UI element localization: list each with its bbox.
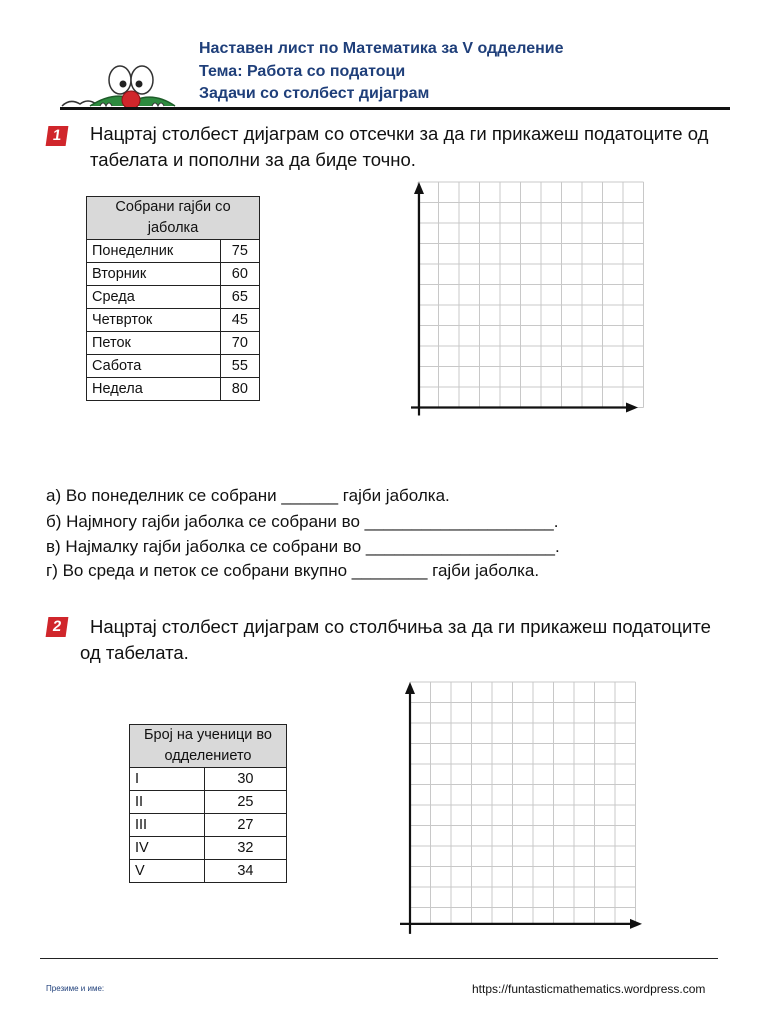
table-cell-value: 70 (220, 332, 259, 355)
table-header-line1: Собрани гајби со (115, 199, 231, 215)
table-row (87, 309, 260, 332)
task2-instruction-line1: Нацртај столбест дијаграм со столбчиња за да ги прикажеш податоците (90, 616, 711, 637)
task2-data-table (129, 724, 287, 883)
table-row (87, 355, 260, 378)
table-cell-grade: II (130, 791, 205, 814)
task1-instruction-line1: Нацртај столбест дијаграм со отсечки за да ги прикажеш податоците од (90, 123, 709, 144)
table-header (87, 197, 260, 240)
table-row (130, 768, 287, 791)
table-cell-day: Вторник (87, 263, 221, 286)
table-row (87, 263, 260, 286)
table-cell-value: 34 (204, 860, 286, 883)
task2-empty-grid[interactable] (398, 678, 648, 934)
table-row (130, 791, 287, 814)
table-row (130, 837, 287, 860)
task1-instruction-line2: табелата и пополни за да биде точно. (90, 149, 416, 170)
table-cell-value: 25 (204, 791, 286, 814)
table-cell-day: Недела (87, 378, 221, 401)
table-cell-value: 45 (220, 309, 259, 332)
footer-name-label: Презиме и име: (46, 984, 105, 993)
task1-data-table (86, 196, 260, 401)
table-row (130, 860, 287, 883)
table-cell-grade: I (130, 768, 205, 791)
table-cell-value: 30 (204, 768, 286, 791)
question-g: г) Во среда и петок се собрани вкупно ________ гајби јаболка. (46, 561, 540, 580)
task2-instruction-line2: од табелата. (80, 642, 189, 663)
task1-number-badge: 1 (46, 126, 69, 146)
table-header-row (130, 725, 287, 768)
task1-empty-grid[interactable] (400, 178, 645, 423)
table-cell-value: 55 (220, 355, 259, 378)
table-header-row (87, 197, 260, 240)
table-row (87, 240, 260, 263)
question-b: б) Најмногу гајби јаболка се собрани во ____________________. (46, 512, 559, 531)
table-cell-value: 80 (220, 378, 259, 401)
table-header-line2: јаболка (147, 220, 199, 236)
table-cell-value: 60 (220, 263, 259, 286)
header-divider (60, 107, 730, 110)
table-cell-day: Среда (87, 286, 221, 309)
y-axis-arrow (405, 682, 415, 694)
table-row (130, 814, 287, 837)
table-cell-day: Четврток (87, 309, 221, 332)
footer-divider (40, 958, 718, 959)
table-row (87, 286, 260, 309)
table-cell-day: Петок (87, 332, 221, 355)
y-axis-arrow (414, 182, 424, 194)
table-header (130, 725, 287, 768)
question-v: в) Најмалку гајби јаболка се собрани во ____________________. (46, 537, 560, 556)
table-cell-grade: V (130, 860, 205, 883)
table-cell-value: 65 (220, 286, 259, 309)
footer-url[interactable]: https://funtasticmathematics.wordpress.com (472, 982, 706, 996)
table-header-line2: одделението (164, 748, 252, 764)
mascot-logo (60, 62, 200, 110)
header-title-line3: Задачи со столбест дијаграм (199, 85, 430, 102)
table-cell-value: 32 (204, 837, 286, 860)
task2-number-badge: 2 (46, 617, 69, 637)
table-cell-day: Понеделник (87, 240, 221, 263)
table-cell-value: 27 (204, 814, 286, 837)
table-row (87, 332, 260, 355)
x-axis-arrow (626, 403, 638, 413)
table-row (87, 378, 260, 401)
header-title-line1: Наставен лист по Математика за V одделение (199, 40, 564, 57)
header-title-line2: Тема: Работа со податоци (199, 63, 406, 80)
table-cell-value: 75 (220, 240, 259, 263)
table-cell-day: Сабота (87, 355, 221, 378)
table-cell-grade: III (130, 814, 205, 837)
table-header-line1: Број на ученици во (143, 727, 272, 743)
table-cell-grade: IV (130, 837, 205, 860)
question-a: а) Во понеделник се собрани ______ гајби јаболка. (46, 486, 450, 505)
